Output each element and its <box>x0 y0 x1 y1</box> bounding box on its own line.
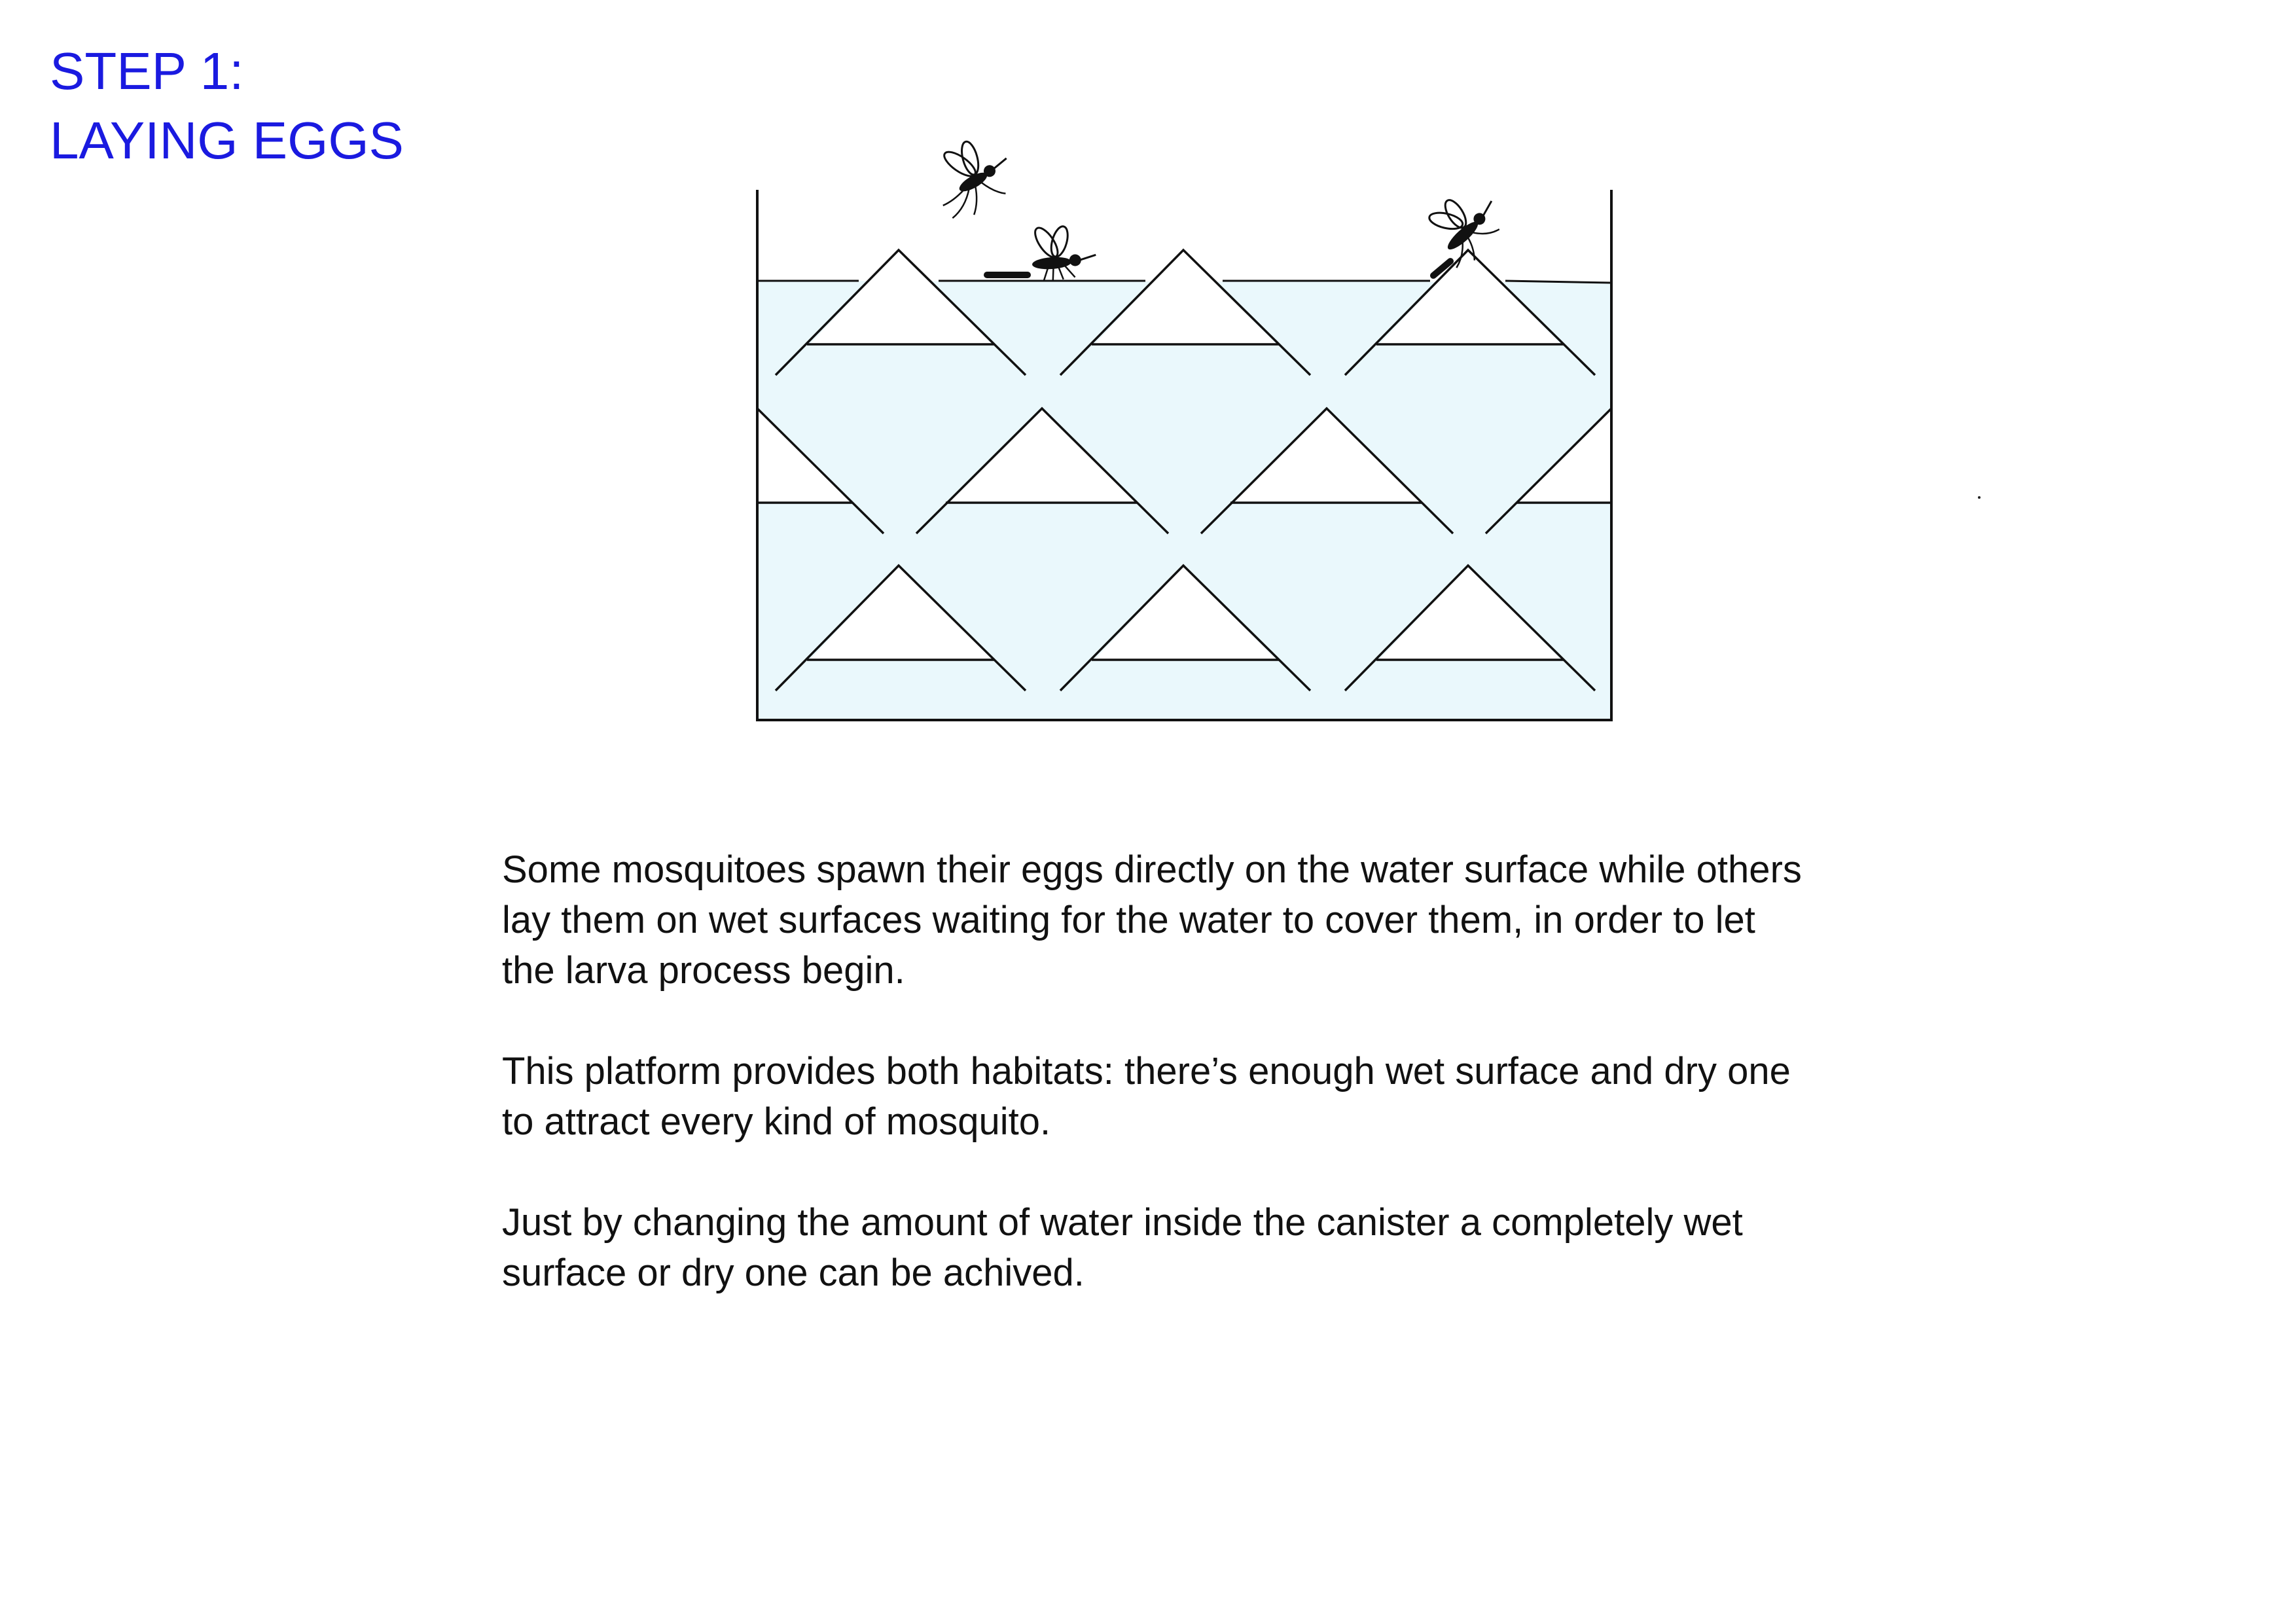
paragraph-egg-spawning: Some mosquitoes spawn their eggs directly on the water surface while others lay them on wet surfaces waiting for the water to cover them, in order to let the larva process begin. <box>502 848 1802 992</box>
description-text <box>502 844 1942 1348</box>
step-number: STEP 1: <box>50 42 244 100</box>
step-name: LAYING EGGS <box>50 111 404 170</box>
paragraph-water-level: Just by changing the amount of water inside the canister a completely wet surface or dry one can be achived. <box>502 1201 1743 1294</box>
stray-dot <box>1978 496 1981 499</box>
mosquito-icon <box>920 126 1023 226</box>
paragraph-habitats: This platform provides both habitats: there’s enough wet surface and dry one to attract every kind of mosquito. <box>502 1050 1791 1143</box>
mosquito-icon <box>1030 221 1098 281</box>
egg-raft-on-water <box>984 272 1031 278</box>
